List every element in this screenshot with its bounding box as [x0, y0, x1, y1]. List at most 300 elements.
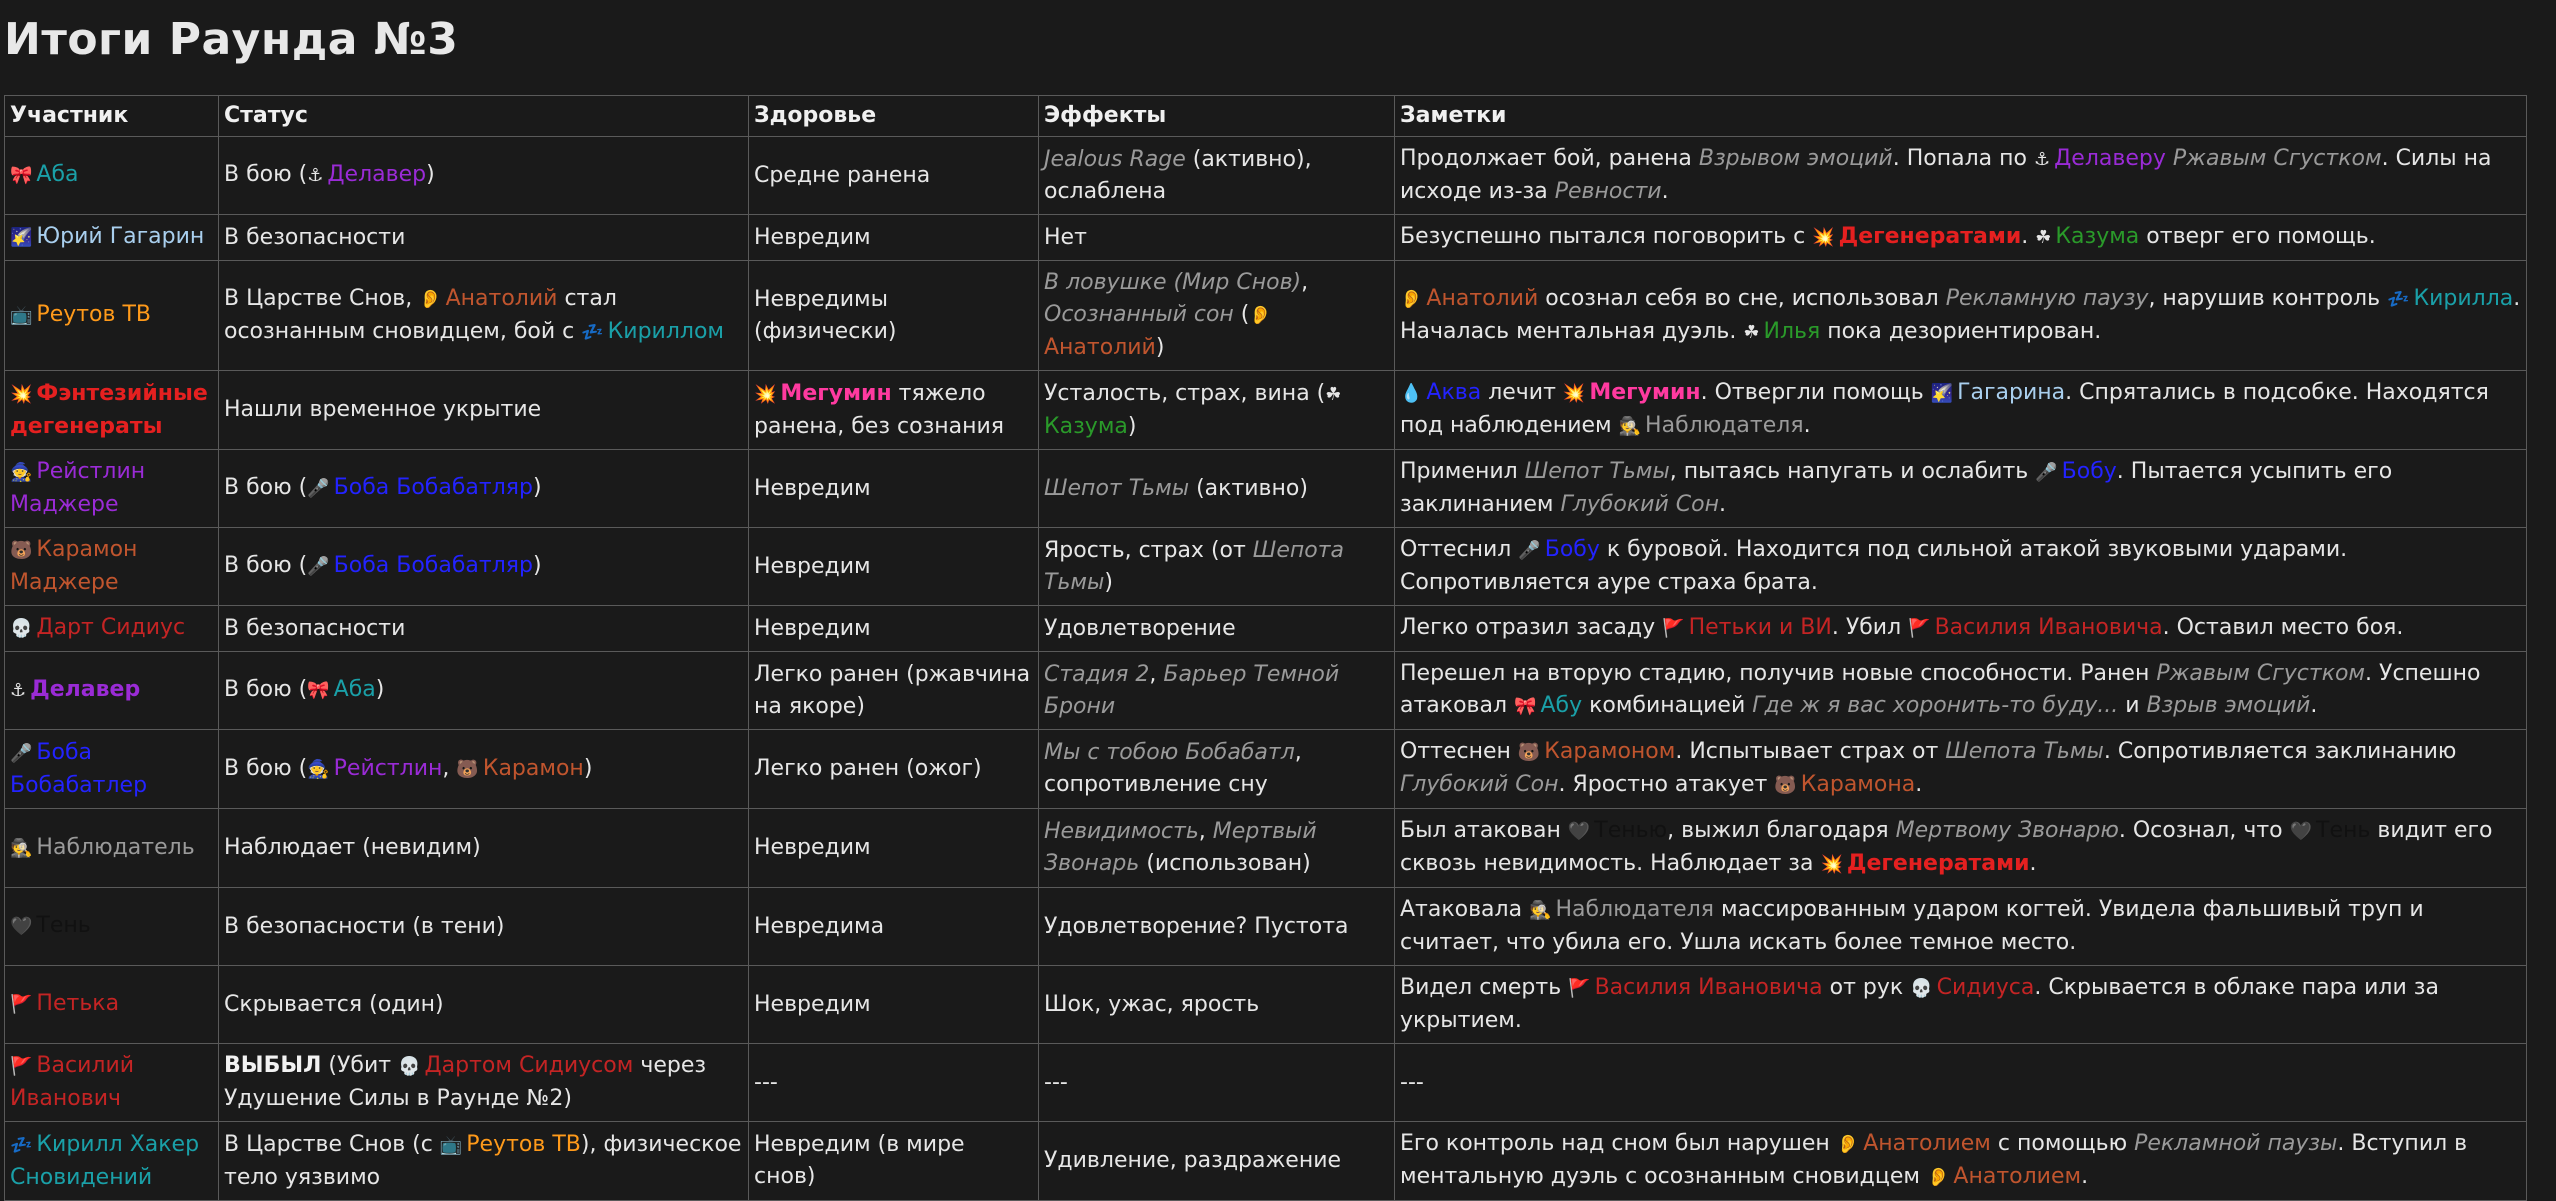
cell-text: Шок, ужас, ярость [1044, 991, 1260, 1017]
entity-name: Бобу [2061, 459, 2117, 484]
cell-text: --- [1044, 1069, 1068, 1095]
cell-text: ) [426, 162, 435, 187]
cell-text: . Успешно атаковал [1400, 661, 2481, 718]
cell-text: пока дезориентирован. [1820, 318, 2102, 344]
header-participant: Участник [5, 96, 219, 137]
cell-text: , [1301, 270, 1309, 295]
cell-participant [5, 652, 219, 730]
cell-text: . Осознал, что [2118, 818, 2290, 843]
ability-name: Взрыв эмоций [2146, 693, 2311, 718]
cell-participant [5, 888, 219, 966]
cell-participant [5, 215, 219, 261]
cell-status [219, 1044, 749, 1122]
entity-name: Дарт Сидиус [36, 615, 186, 640]
emoji-icon: 🧙 [10, 462, 33, 483]
cell-text: ) [532, 475, 542, 500]
cell-text: ), физическое тело уязвимо [224, 1131, 742, 1190]
emoji-icon: 🐻 [1774, 775, 1797, 796]
cell-text: Видел смерть [1400, 975, 1569, 1000]
emoji-icon: 👂 [1836, 1134, 1860, 1155]
cell-text: В бою ( [224, 553, 308, 578]
emoji-icon: 💧 [1400, 383, 1423, 404]
cell-effects [1039, 137, 1395, 215]
emoji-icon: 🎀 [10, 165, 33, 186]
cell-text: от рук [1822, 975, 1911, 1000]
entity-name: Аба [36, 162, 79, 187]
entity-name: Фэнтезийные дегенераты [10, 380, 208, 439]
cell-health [749, 809, 1039, 888]
cell-text: ) [1127, 413, 1137, 439]
entity-name: Дегенератами [1838, 224, 2022, 249]
emoji-icon: 🎀 [307, 680, 330, 701]
emoji-icon: 👂 [1400, 288, 1423, 310]
emoji-icon: 💀 [10, 618, 33, 639]
entity-name: Тень [36, 913, 91, 938]
ability-name: Рекламной паузы [2134, 1131, 2338, 1156]
cell-text: Невредима [754, 913, 885, 939]
emoji-icon: 🕵 [1529, 900, 1552, 921]
cell-effects [1039, 809, 1395, 888]
entity-name: Казума [1044, 413, 1128, 439]
cell-text: лечит [1481, 380, 1563, 405]
entity-name: Анатолием [1863, 1131, 1991, 1156]
emoji-icon: 💀 [1910, 978, 1933, 999]
entity-name: Илья [1763, 318, 1821, 344]
cell-text: . Спрятались в подсобке. Находятся под наблюдением [1400, 380, 2489, 438]
entity-name: Реутов ТВ [36, 302, 152, 327]
cell-text: В бою ( [224, 162, 308, 187]
cell-text: В Царстве Снов, [224, 285, 420, 311]
cell-notes [1395, 1044, 2527, 1122]
cell-text: . Силы на исходе из-за [1400, 146, 2492, 204]
emoji-icon: 💥 [754, 383, 777, 405]
entity-name: Делаверу [2054, 146, 2166, 171]
emoji-icon: 📺 [439, 1134, 463, 1156]
cell-health [749, 137, 1039, 215]
emoji-icon: 🖤 [2289, 821, 2313, 842]
cell-text: Легко отразил засаду [1400, 615, 1663, 640]
emoji-icon: 💥 [1812, 227, 1835, 248]
cell-effects [1039, 261, 1395, 371]
cell-health [749, 371, 1039, 450]
cell-health [749, 966, 1039, 1044]
cell-status [219, 966, 749, 1044]
round-results-table [4, 95, 2527, 1201]
emoji-icon: ⚓ [10, 680, 27, 701]
cell-text: , [442, 755, 457, 781]
cell-text: Легко ранен (ржавчина на якоре) [754, 661, 1031, 719]
entity-name: Карамоном [1544, 739, 1676, 764]
cell-health [749, 1044, 1039, 1122]
cell-status [219, 1122, 749, 1201]
cell-text: . [1915, 772, 1923, 797]
entity-name: Сидиуса [1936, 975, 2035, 1000]
entity-name: Карамон [482, 755, 584, 781]
cell-text: --- [1400, 1069, 1424, 1095]
cell-participant [5, 137, 219, 215]
cell-health [749, 888, 1039, 966]
entity-name: Боба Бобабатляр [333, 553, 533, 578]
cell-text: Оттеснил [1400, 537, 1519, 562]
cell-text: Продолжает бой, ранена [1400, 146, 1699, 171]
cell-participant [5, 261, 219, 371]
emoji-icon: 👂 [419, 288, 442, 310]
cell-text: В безопасности (в тени) [224, 913, 505, 939]
emoji-icon: 💤 [2387, 288, 2410, 310]
ability-name: Невидимость [1044, 819, 1199, 844]
table-row [5, 809, 2527, 888]
table-row [5, 371, 2527, 450]
cell-text: . [2081, 1164, 2089, 1189]
cell-text: (активно) [1189, 475, 1308, 501]
table-row [5, 730, 2527, 809]
cell-participant [5, 606, 219, 652]
entity-name: Василия Ивановича [1934, 615, 2163, 640]
cell-notes [1395, 730, 2527, 809]
cell-effects [1039, 215, 1395, 261]
cell-participant [5, 450, 219, 528]
header-health: Здоровье [749, 96, 1039, 137]
cell-text: Скрывается (один) [224, 991, 444, 1017]
ability-name: Ржавым Сгустком [2172, 146, 2382, 171]
cell-text: . [2310, 693, 2318, 718]
emoji-icon: 🎤 [307, 478, 330, 499]
emoji-icon: 🎤 [2035, 462, 2058, 483]
emoji-icon: 🖤 [1567, 821, 1591, 842]
entity-name: Рейстлин [333, 755, 443, 781]
cell-text: Невредим [754, 224, 871, 250]
cell-text: комбинацией [1582, 693, 1753, 718]
cell-notes [1395, 888, 2527, 966]
emoji-icon: 🕵 [1618, 416, 1642, 437]
table-row [5, 1122, 2527, 1201]
ability-name: Мы с тобою Бобабатл [1044, 740, 1295, 765]
entity-name: Анатолий [445, 285, 558, 311]
table-row [5, 528, 2527, 606]
cell-text: Невредим [754, 991, 871, 1017]
cell-effects [1039, 606, 1395, 652]
cell-text: . Пытается усыпить его заклинанием [1400, 459, 2393, 517]
cell-text: Нашли временное укрытие [224, 397, 542, 422]
cell-text: ) [583, 755, 593, 781]
cell-text: . [2029, 851, 2037, 876]
cell-notes [1395, 809, 2527, 888]
ability-name: Глубокий Сон [1400, 772, 1559, 797]
ability-name: Ржавым Сгустком [2156, 661, 2366, 686]
cell-text: ВЫБЫЛ [224, 1053, 322, 1078]
cell-text: (Убит [321, 1053, 399, 1078]
cell-text: Наблюдает (невидим) [224, 835, 481, 860]
cell-text: . [1718, 492, 1726, 517]
emoji-icon: ⚓ [2033, 149, 2051, 170]
header-effects: Эффекты [1039, 96, 1395, 137]
emoji-icon: 🧙 [307, 758, 330, 780]
ability-name: Где ж я вас хоронить-то буду... [1752, 693, 2119, 718]
cell-text: . [1803, 413, 1811, 438]
emoji-icon: ☘ [2035, 227, 2052, 248]
ability-name: Jealous Rage [1044, 146, 1186, 172]
emoji-icon: ⚓ [307, 165, 324, 186]
cell-text: . Оставил место боя. [2162, 615, 2404, 640]
cell-text: , пытаясь напугать и ослабить [1669, 459, 2036, 484]
entity-name: Наблюдателя [1645, 413, 1804, 438]
cell-text: Невредим [754, 835, 871, 860]
cell-text: Невредим [754, 475, 871, 501]
emoji-icon: ☘ [1743, 321, 1760, 343]
table-row [5, 261, 2527, 371]
cell-text: Удивление, раздражение [1044, 1148, 1342, 1173]
emoji-icon: 🎤 [307, 556, 330, 577]
cell-participant [5, 1122, 219, 1201]
cell-notes [1395, 371, 2527, 450]
entity-name: Тенью [1594, 818, 1668, 843]
cell-notes [1395, 652, 2527, 730]
emoji-icon: 🐻 [456, 758, 479, 780]
cell-text: , [1149, 661, 1164, 687]
cell-text: Средне ранена [754, 162, 931, 188]
entity-name: Анатолием [1953, 1164, 2082, 1189]
header-notes: Заметки [1395, 96, 2527, 137]
entity-name: Тень [2316, 818, 2371, 843]
entity-name: Бобу [1544, 537, 1600, 562]
emoji-icon: 🎤 [10, 742, 33, 764]
table-row [5, 137, 2527, 215]
cell-participant [5, 809, 219, 888]
cell-status [219, 137, 749, 215]
entity-name: Петька [36, 991, 120, 1016]
ability-name: Ревности [1554, 179, 1662, 204]
entity-name: Кирилла [2413, 285, 2514, 311]
cell-text: Ярость, страх (от [1044, 537, 1253, 563]
table-row [5, 215, 2527, 261]
emoji-icon: 🚩 [1662, 618, 1685, 639]
cell-status [219, 606, 749, 652]
emoji-icon: 🚩 [1568, 978, 1591, 999]
table-row [5, 888, 2527, 966]
cell-text: . [1661, 179, 1669, 204]
cell-status [219, 450, 749, 528]
emoji-icon: 🕵 [10, 837, 33, 859]
ability-name: Шепот Тьмы [1044, 475, 1190, 501]
cell-text: ) [1155, 335, 1165, 360]
cell-participant [5, 371, 219, 450]
cell-health [749, 730, 1039, 809]
ability-name: Шепота Тьмы [1945, 739, 2104, 764]
cell-effects [1039, 652, 1395, 730]
cell-text: В безопасности [224, 224, 406, 250]
cell-text: Невредимы (физически) [754, 286, 897, 344]
cell-text: массированным ударом когтей. Увидела фальшивый труп и считает, что убила его. Ушла искать более темное место. [1400, 897, 2424, 955]
entity-name: Гагарина [1957, 380, 2066, 405]
cell-text: . Отвергли помощь [1700, 380, 1931, 405]
cell-text: Перешел на вторую стадию, получив новые способности. Ранен [1400, 661, 2157, 686]
emoji-icon: 🎀 [1514, 696, 1537, 717]
page-title: Итоги Раунда №3 [4, 14, 459, 65]
cell-text [2166, 146, 2173, 171]
cell-health [749, 606, 1039, 652]
cell-text: Нет [1044, 224, 1087, 250]
cell-text: . Испытывает страх от [1675, 739, 1946, 764]
cell-text: Удовлетворение? Пустота [1044, 913, 1349, 939]
emoji-icon: 💤 [10, 1134, 33, 1156]
cell-text: ) [1104, 569, 1113, 595]
entity-name: Абу [1540, 693, 1583, 718]
table-body [5, 137, 2527, 1201]
cell-text: к буровой. Находится под сильной атакой звуковыми ударами. Сопротивляется ауре страха брата. [1400, 537, 2348, 595]
cell-text: , нарушив контроль [2148, 285, 2388, 311]
cell-text: В Царстве Снов (с [224, 1131, 440, 1157]
emoji-icon: 💤 [581, 321, 604, 343]
cell-notes [1395, 966, 2527, 1044]
entity-name: Делавер [30, 677, 141, 702]
entity-name: Анатолий [1426, 285, 1539, 311]
entity-name: Наблюдатель [36, 834, 195, 860]
entity-name: Аква [1426, 380, 1482, 405]
ability-name: Рекламную паузу [1945, 285, 2149, 311]
ability-name: Стадия 2 [1044, 661, 1150, 687]
cell-effects [1039, 1122, 1395, 1201]
cell-text: Применил [1400, 459, 1525, 484]
cell-participant [5, 528, 219, 606]
cell-text: и [2118, 693, 2147, 718]
cell-text: . Скрывается в облаке пара или за укрытием. [1400, 975, 2439, 1033]
table-header-row [5, 96, 2527, 137]
cell-text: осознал себя во сне, использовал [1538, 285, 1946, 311]
entity-name: Мегумин [1589, 380, 1701, 405]
cell-text: ) [375, 677, 385, 702]
cell-status [219, 809, 749, 888]
table-row [5, 966, 2527, 1044]
cell-text: . Яростно атакует [1558, 772, 1775, 797]
cell-text: . Вступил в ментальную дуэль с осознанным сновидцем [1400, 1131, 2468, 1189]
cell-health [749, 652, 1039, 730]
cell-effects [1039, 1044, 1395, 1122]
emoji-icon: 🌠 [1930, 383, 1954, 404]
cell-health [749, 261, 1039, 371]
cell-text: В безопасности [224, 615, 406, 641]
cell-text: Безуспешно пытался поговорить с [1400, 224, 1813, 249]
cell-status [219, 528, 749, 606]
cell-text: Его контроль над сном был нарушен [1400, 1131, 1837, 1156]
cell-health [749, 528, 1039, 606]
header-status: Статус [219, 96, 749, 137]
cell-effects [1039, 730, 1395, 809]
cell-text: ) [532, 553, 542, 578]
entity-name: Василия Ивановича [1594, 975, 1823, 1000]
emoji-icon: 💥 [1562, 383, 1586, 404]
cell-participant [5, 966, 219, 1044]
cell-text: , выжил благодаря [1667, 818, 1896, 843]
cell-effects [1039, 888, 1395, 966]
cell-notes [1395, 215, 2527, 261]
cell-notes [1395, 606, 2527, 652]
entity-name: Карамон Маджере [10, 537, 138, 595]
emoji-icon: 🖤 [10, 916, 33, 937]
emoji-icon: 🐻 [10, 540, 33, 561]
cell-text: Атаковала [1400, 897, 1530, 922]
entity-name: Дартом Сидиусом [424, 1053, 634, 1078]
entity-name: Казума [2055, 224, 2140, 249]
cell-text: отверг его помощь. [2139, 224, 2376, 249]
cell-notes [1395, 1122, 2527, 1201]
cell-effects [1039, 528, 1395, 606]
cell-text: . Убил [1831, 615, 1909, 640]
table-row [5, 1044, 2527, 1122]
cell-text: видит его сквозь невидимость. Наблюдает за [1400, 818, 2493, 876]
cell-text: Оттеснен [1400, 739, 1518, 764]
cell-text: с помощью [1990, 1131, 2135, 1156]
emoji-icon: 🎤 [1518, 540, 1541, 561]
table-row [5, 450, 2527, 528]
cell-status [219, 371, 749, 450]
cell-health [749, 450, 1039, 528]
ability-name: Шепот Тьмы [1524, 459, 1670, 484]
cell-notes [1395, 450, 2527, 528]
cell-status [219, 888, 749, 966]
emoji-icon: 👂 [1927, 1167, 1950, 1188]
entity-name: Кириллом [607, 318, 725, 344]
cell-text: Усталость, страх, вина ( [1044, 380, 1326, 406]
cell-notes [1395, 137, 2527, 215]
cell-text: Невредим [754, 553, 871, 579]
cell-text: В бою ( [224, 475, 308, 500]
cell-text: . Сопротивляется заклинанию [2103, 739, 2457, 764]
emoji-icon: 🌠 [10, 227, 33, 248]
entity-name: Реутов ТВ [466, 1131, 581, 1157]
emoji-icon: 💀 [398, 1056, 421, 1077]
cell-status [219, 652, 749, 730]
emoji-icon: 🚩 [10, 1056, 33, 1077]
cell-text: (использован) [1139, 851, 1311, 876]
entity-name: Наблюдателя [1555, 897, 1715, 922]
entity-name: Аба [333, 677, 376, 702]
cell-effects [1039, 371, 1395, 450]
emoji-icon: 📺 [10, 305, 33, 326]
emoji-icon: ☘ [1325, 383, 1342, 405]
cell-effects [1039, 450, 1395, 528]
cell-text: , [1198, 819, 1213, 844]
emoji-icon: 👂 [1249, 305, 1272, 326]
cell-status [219, 730, 749, 809]
emoji-icon: 🐻 [1517, 742, 1541, 763]
entity-name: Петьки и ВИ [1688, 615, 1832, 640]
cell-status [219, 215, 749, 261]
table-row [5, 606, 2527, 652]
cell-text: . Попала по [1892, 146, 2034, 171]
cell-text: Невредим (в мире снов) [754, 1132, 965, 1189]
ability-name: Осознанный сон [1044, 302, 1234, 327]
entity-name: Боба Бобабатляр [333, 475, 533, 500]
cell-text: --- [754, 1069, 778, 1095]
cell-text: ( [1233, 302, 1250, 327]
cell-text: . [2021, 224, 2036, 249]
ability-name: Мертвый Звонарь [1044, 819, 1317, 876]
cell-text: через Удушение Силы в Раунде №2) [224, 1053, 707, 1111]
cell-text: (активно), ослаблена [1044, 146, 1312, 204]
cell-text: стал осознанным сновидцем, бой с [224, 285, 617, 344]
cell-participant [5, 1044, 219, 1122]
entity-name: Делавер [327, 162, 427, 187]
emoji-icon: 💥 [1820, 854, 1843, 875]
entity-name: Василий Иванович [10, 1053, 135, 1111]
entity-name: Юрий Гагарин [36, 224, 205, 249]
ability-name: Барьер Темной Брони [1044, 661, 1340, 719]
ability-name: Глубокий Сон [1560, 492, 1719, 517]
cell-text: Удовлетворение [1044, 615, 1236, 641]
cell-notes [1395, 261, 2527, 371]
emoji-icon: 🚩 [1908, 618, 1931, 639]
entity-name: Кирилл Хакер Сновидений [10, 1131, 200, 1190]
